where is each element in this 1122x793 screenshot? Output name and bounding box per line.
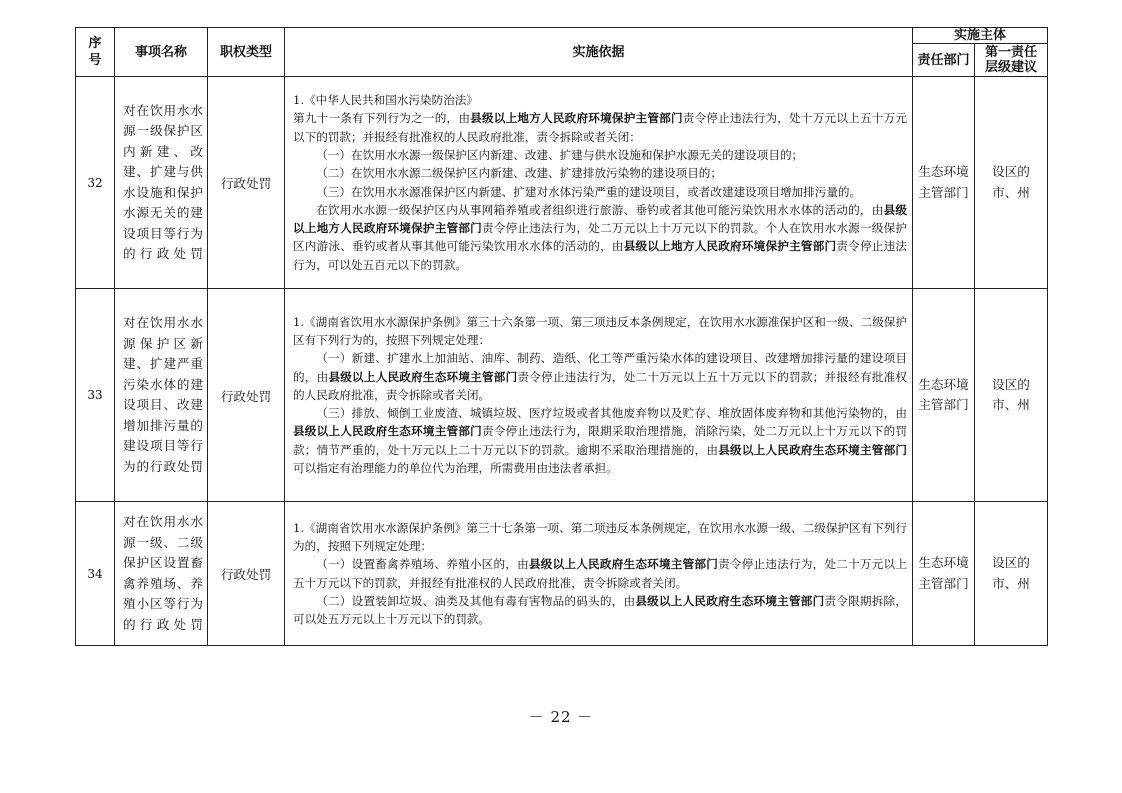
table-row xyxy=(76,77,1048,289)
header-name: 事项名称 xyxy=(115,28,208,77)
legal-basis xyxy=(285,77,913,289)
basis-line: （一）新建、扩建水上加油站、油库、制药、造纸、化工等严重污染水体的建设项目、改建增加排污量的建设项目的，由县级以上人民政府生态环境主管部门责令停止违法行为，处二十万元以上五十万元以下的罚款；并报经有批准权的人民政府批准，责令拆除或者关闭。 xyxy=(293,351,907,402)
responsible-dept: 生态环境主管部门 xyxy=(913,77,975,289)
basis-line: （二）设置装卸垃圾、油类及其他有毒有害物品的码头的，由县级以上人民政府生态环境主管部门责令限期拆除，可以处五万元以上十万元以下的罚款。 xyxy=(293,593,907,627)
basis-line: 1.《湖南省饮用水水源保护条例》第三十六条第一项、第三项违反本条例规定，在饮用水水源准保护区和一级、二级保护区有下列行为的，按照下列规定处理： xyxy=(293,314,907,347)
page-number: － 22 － xyxy=(528,708,594,726)
header-type: 职权类型 xyxy=(208,28,285,77)
authority-type: 行政处罚 xyxy=(208,289,285,502)
item-name: 对在饮用水水源一级、二级保护区设置畜禽养殖场、养殖小区等行为的行政处罚 xyxy=(115,502,208,646)
legal-basis xyxy=(285,502,913,646)
legal-basis xyxy=(285,289,913,502)
responsible-dept: 生态环境主管部门 xyxy=(913,502,975,646)
basis-line: （三）在饮用水水源准保护区内新建、扩建对水体污染严重的建设项目，或者改建建设项目增加排污量的。 xyxy=(316,184,862,199)
row-number: 34 xyxy=(76,502,115,646)
item-name: 对在饮用水水源一级保护区内新建、改建、扩建与供水设施和保护水源无关的建设项目等行为的行政处罚 xyxy=(115,77,208,289)
basis-line: （一）在饮用水水源一级保护区内新建、改建、扩建与供水设施和保护水源无关的建设项目的； xyxy=(316,147,804,162)
responsibility-level: 设区的市、州 xyxy=(975,289,1048,502)
header-dept: 责任部门 xyxy=(913,44,975,77)
basis-line: 1.《湖南省饮用水水源保护条例》第三十七条第一项、第二项违反本条例规定，在饮用水水源一级、二级保护区有下列行为的，按照下列规定处理： xyxy=(293,520,907,553)
responsibility-level: 设区的市、州 xyxy=(975,77,1048,289)
authority-type: 行政处罚 xyxy=(208,77,285,289)
responsibility-level: 设区的市、州 xyxy=(975,502,1048,646)
header-level: 第一责任层级建议 xyxy=(975,44,1048,77)
enforcement-items-table xyxy=(75,27,1048,646)
header-subject: 实施主体 xyxy=(913,28,1048,44)
basis-line: （三）排放、倾倒工业废渣、城镇垃圾、医疗垃圾或者其他废弃物以及贮存、堆放固体废弃物和其他污染物的，由县级以上人民政府生态环境主管部门责令停止违法行为，限期采取治理措施，消除污染，处二万元以上十万元以下的罚款；情节严重的，处十万元以上二十万元以下的罚款。逾期不采取治理措施的，由县级以上人民政府生态环境主管部门可以指定有治理能力的单位代为治理，所需费用由违法者承担。 xyxy=(293,406,907,476)
authority-type: 行政处罚 xyxy=(208,502,285,646)
item-name: 对在饮用水水源保护区新建、扩建严重污染水体的建设项目、改建增加排污量的建设项目等行为的行政处罚 xyxy=(115,289,208,502)
basis-line: 1.《中华人民共和国水污染防治法》 xyxy=(293,93,478,108)
basis-line: 第九十一条有下列行为之一的，由县级以上地方人民政府环境保护主管部门责令停止违法行为，处十万元以上五十万元以下的罚款；并报经有批准权的人民政府批准，责令拆除或者关闭： xyxy=(293,111,907,144)
header-num: 序号 xyxy=(76,28,115,77)
basis-line: （二）在饮用水水源二级保护区内新建、改建、扩建排放污染物的建设项目的； xyxy=(316,166,722,181)
basis-line: 在饮用水水源一级保护区内从事网箱养殖或者组织进行旅游、垂钓或者其他可能污染饮用水水体的活动的，由县级以上地方人民政府环境保护主管部门责令停止违法行为，处二万元以上十万元以下的罚款。个人在饮用水水源一级保护区内游泳、垂钓或者从事其他可能污染饮用水水体的活动的，由县级以上地方人民政府环境保护主管部门责令停止违法行为，可以处五百元以下的罚款。 xyxy=(293,202,907,272)
row-number: 32 xyxy=(76,77,115,289)
basis-line: （一）设置畜禽养殖场、养殖小区的，由县级以上人民政府生态环境主管部门责令停止违法行为，处二十万元以上五十万元以下的罚款，并报经有批准权的人民政府批准，责令拆除或者关闭。 xyxy=(293,557,907,590)
table-row xyxy=(76,289,1048,502)
responsible-dept: 生态环境主管部门 xyxy=(913,289,975,502)
table-row xyxy=(76,502,1048,646)
header-basis: 实施依据 xyxy=(285,28,913,77)
row-number: 33 xyxy=(76,289,115,502)
